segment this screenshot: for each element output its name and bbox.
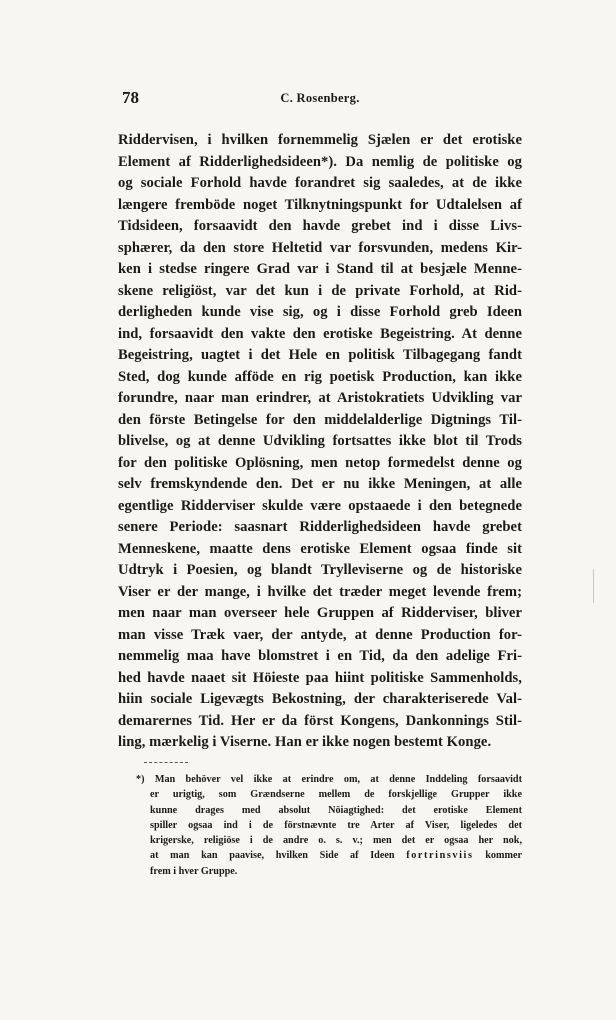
text-line: længere fremböde noget Tilknytningspunkt for Udtalelsen af <box>118 196 522 213</box>
footnote-line: spiller ogsaa ind i de förstnævnte tre Arter af Viser, ligeledes det <box>150 819 522 831</box>
footnote-line: krigerske, religiöse i de andre o. s. v.; men det er ogsaa her nok, <box>150 835 522 847</box>
text-line: derligheden kunde vise sig, og i disse Forhold greb Ideen <box>118 304 522 320</box>
footnote-divider <box>144 762 188 763</box>
running-head: C. Rosenberg. <box>280 91 360 105</box>
text-line: selv fremskyndende den. Det er nu ikke Meningen, at alle <box>118 476 522 492</box>
text-line: blivelse, og at denne Udvikling fortsattes ikke blot til Trods <box>118 433 522 449</box>
footnote-line <box>120 848 522 863</box>
text-line: hiin sociale Ligevægts Bekostning, der charakteriserede Val- <box>118 691 522 707</box>
text-line: demarernes Tid. Her er da först Kongens, Dankonnings Stil- <box>118 712 522 729</box>
text-line: man visse Træk vaer, der antyde, at denne Production for- <box>118 626 522 643</box>
text-line: senere Periode: saasnart Ridderlighedsideen havde grebet <box>118 519 522 535</box>
text-line: ling, mærkelig i Viserne. Han er ikke nogen bestemt Konge. <box>118 734 492 750</box>
text-line: egentlige Ridderviser skulde være opstaaede i den betegnede <box>118 497 522 514</box>
text-line: ken i stedse ringere Grad var i Stand til at besjæle Menne- <box>118 261 522 277</box>
body-text <box>118 130 522 754</box>
footnote-text: at man kan paavise, hvilken Side af Ideen <box>150 850 395 862</box>
text-line: men naar man overseer hele Gruppen af Ridderviser, bliver <box>118 605 522 621</box>
text-line: hed havde naaet sit Höieste paa hiint politiske Sammenholds, <box>118 669 522 686</box>
footnote-text: kommer <box>485 850 522 862</box>
footnote-line: er urigtig, som Grændserne mellem de forskjellige Grupper ikke <box>150 789 522 801</box>
text-line: for den politiske Oplösning, men netop formedelst denne og <box>118 454 522 471</box>
text-line: Menneskene, maatte dens erotiske Element ogsaa finde sit <box>118 540 522 557</box>
text-line: nemmelig maa have blomstret i en Tid, da den adelige Fri- <box>118 648 522 664</box>
text-line: Sted, dog kunde afföde en rig poetisk Production, kan ikke <box>118 368 522 385</box>
footnote <box>120 772 522 879</box>
margin-mark <box>593 569 594 603</box>
text-line: Viser er der mange, i hvilke det træder meget levende frem; <box>118 583 522 600</box>
footnote-line: *) Man behöver vel ikke at erindre om, at denne Inddeling forsaavidt <box>136 774 522 785</box>
page-header <box>118 88 522 110</box>
text-line: Begeistring, uagtet i det Hele en politisk Tilbagegang fandt <box>118 347 522 363</box>
text-line: Element af Ridderlighedsideen*). Da nemlig de politiske og <box>118 153 522 170</box>
spaced-emphasis: fortrinsviis <box>406 850 474 862</box>
footnote-line: frem i hver Gruppe. <box>150 865 238 877</box>
text-line: forundre, naar man erindrer, at Aristokratiets Udvikling var <box>118 390 522 406</box>
text-line: Riddervisen, i hvilken fornemmelig Sjælen er det erotiske <box>118 132 522 148</box>
footnote-line: kunne drages med absolut Nöiagtighed: det erotiske Element <box>150 804 522 816</box>
text-line: Tidsideen, forsaavidt den havde grebet ind i disse Livs- <box>118 218 522 234</box>
text-line: sphærer, da den store Heltetid var forsvunden, medens Kir- <box>118 239 522 256</box>
text-line: Udtryk i Poesien, og blandt Trylleviserne og de historiske <box>118 562 522 578</box>
page-number: 78 <box>122 88 139 107</box>
text-line: ind, forsaavidt den vakte den erotiske Begeistring. At denne <box>118 325 522 342</box>
text-line: og sociale Forhold havde forandret sig saaledes, at de ikke <box>118 175 522 191</box>
text-line: skene religiöst, var det kun i de private Forhold, at Rid- <box>118 282 522 299</box>
text-line: den förste Betingelse for den middelalderlige Digtnings Til- <box>118 411 522 428</box>
